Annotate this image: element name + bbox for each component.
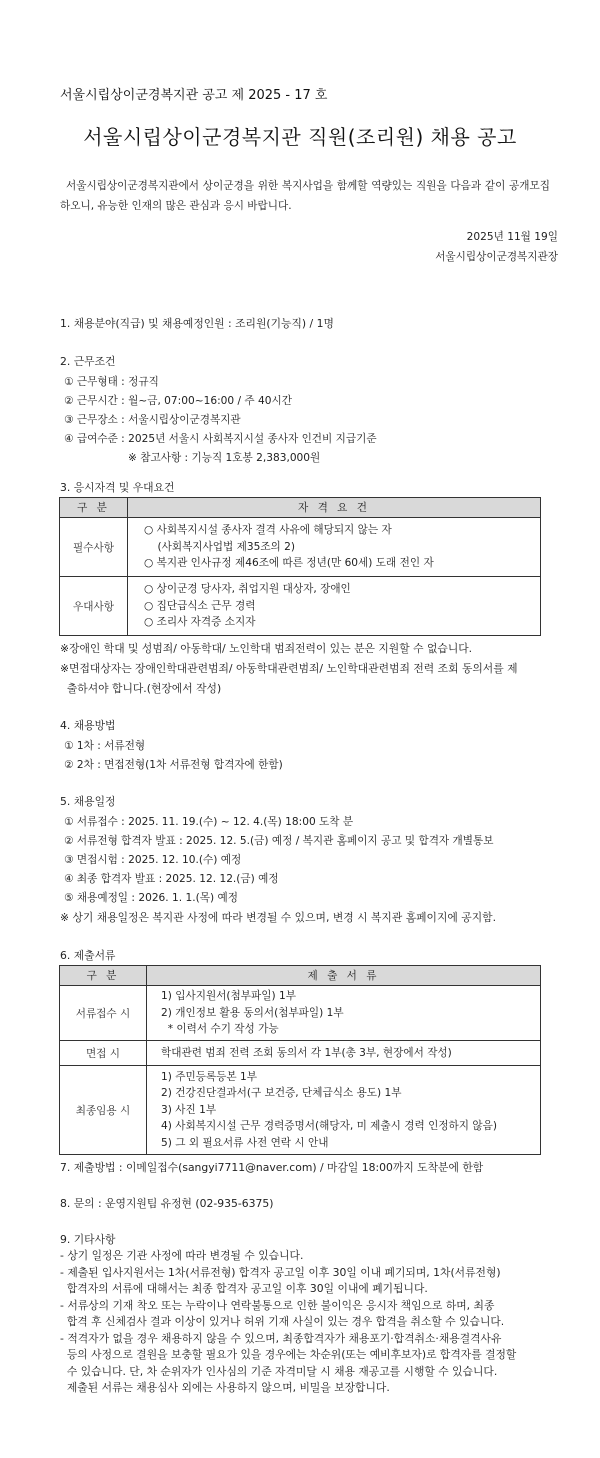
- other-note-line: - 상기 일정은 기관 사정에 따라 변경될 수 있습니다.: [60, 1249, 304, 1262]
- other-note-line: - 서류상의 기재 착오 또는 누락이나 연락불통으로 인한 불이익은 응시자 책임으로 하며, 최종: [60, 1298, 495, 1312]
- qualification-note: ※면접대상자는 장애인학대관련범죄/ 아동학대관련범죄/ 노인학대관련범죄 전력 조회 동의서를 제: [60, 662, 518, 675]
- section-9-heading: 9. 기타사항: [60, 1233, 116, 1246]
- table-row: [60, 1041, 541, 1066]
- schedule-item: ② 서류전형 합격자 발표 : 2025. 12. 5.(금) 예정 / 복지관 홈페이지 공고 및 합격자 개별통보: [64, 835, 494, 847]
- work-condition-item: ① 근무형태 : 정규직: [64, 376, 159, 388]
- other-note-line: 제출된 서류는 채용심사 외에는 사용하지 않으며, 비밀을 보장합니다.: [60, 1381, 390, 1394]
- row-content: [147, 1041, 541, 1066]
- other-note-line: 합격자의 서류에 대해서는 최종 합격자 공고일 이후 30일 이내에 폐기됩니다.: [60, 1282, 428, 1295]
- preference-line: ○ 상이군경 당사자, 취업지원 대상자, 장애인: [144, 583, 351, 596]
- organization-name: 서울시립상이군경복지관장: [435, 251, 558, 263]
- work-condition-item: ④ 급여수준 : 2025년 서울시 사회복지시설 종사자 인건비 지급기준: [64, 433, 377, 445]
- section-5-heading: 5. 채용일정: [60, 795, 116, 808]
- table-row: [60, 518, 541, 577]
- document-line: 1) 입사지원서(첨부파일) 1부: [161, 990, 296, 1003]
- row-content: [128, 577, 541, 636]
- table-header-category: 구 분: [60, 966, 147, 986]
- table-header-documents: 제 출 서 류: [147, 966, 541, 986]
- table-row: [60, 986, 541, 1041]
- requirement-line: ○ 복지관 인사규정 제46조에 따른 정년(만 60세) 도래 전인 자: [144, 557, 434, 570]
- qualification-table: [59, 497, 541, 636]
- section-1-heading: 1. 채용분야(직급) 및 채용예정인원 : 조리원(기능직) / 1명: [60, 317, 334, 330]
- schedule-item: ③ 면접시험 : 2025. 12. 10.(수) 예정: [64, 854, 242, 866]
- row-content: [128, 518, 541, 577]
- work-condition-item: ② 근무시간 : 월~금, 07:00~16:00 / 주 40시간: [64, 395, 292, 407]
- work-condition-item: ③ 근무장소 : 서울시립상이군경복지관: [64, 414, 241, 426]
- row-category: 서류접수 시: [60, 986, 147, 1041]
- document-line: 1) 주민등록등본 1부: [161, 1070, 257, 1083]
- other-note-line: - 적격자가 없을 경우 채용하지 않을 수 있으며, 최종합격자가 채용포기·합격취소·채용결격사유: [60, 1331, 502, 1345]
- other-note-line: - 제출된 입사지원서는 1차(서류전형) 합격자 공고일 이후 30일 이내 폐기되며, 1차(서류전형): [60, 1265, 501, 1279]
- preference-line: ○ 조리사 자격증 소지자: [144, 616, 256, 629]
- hiring-method-item: ① 1차 : 서류전형: [64, 740, 146, 752]
- table-header-requirements: 자 격 요 건: [128, 498, 541, 518]
- notice-date: 2025년 11월 19일: [466, 231, 558, 243]
- intro-paragraph: 서울시립상이군경복지관에서 상이군경을 위한 복지사업을 함께할 역량있는 직원을 다음과 같이 공개모집 하오니, 유능한 인재의 많은 관심과 응시 바랍니다.: [60, 180, 550, 212]
- hiring-method-item: ② 2차 : 면접전형(1차 서류전형 합격자에 한함): [64, 759, 283, 771]
- notice-number: 서울시립상이군경복지관 공고 제 2025 - 17 호: [60, 88, 328, 103]
- schedule-item: ④ 최종 합격자 발표 : 2025. 12. 12.(금) 예정: [64, 873, 279, 885]
- other-note-line: 수 있습니다. 단, 차 순위자가 인사심의 기준 자격미달 시 채용 재공고를 시행할 수 있습니다.: [60, 1364, 498, 1378]
- row-category: 면접 시: [60, 1041, 147, 1066]
- document-line: 2) 개인정보 활용 동의서(첨부파일) 1부: [161, 1006, 344, 1019]
- preference-line: ○ 집단급식소 근무 경력: [144, 599, 256, 612]
- document-line: 4) 사회복지시설 근무 경력증명서(해당자, 미 제출시 경력 인정하지 않음): [161, 1120, 497, 1133]
- row-category: 우대사항: [60, 577, 128, 636]
- document-line: 2) 건강진단결과서(구 보건증, 단체급식소 용도) 1부: [161, 1087, 402, 1100]
- requirement-line: ○ 사회복지시설 종사자 결격 사유에 해당되지 않는 자: [144, 524, 392, 537]
- schedule-item: ⑤ 채용예정일 : 2026. 1. 1.(목) 예정: [64, 892, 238, 904]
- schedule-note: ※ 상기 채용일정은 복지관 사정에 따라 변경될 수 있으며, 변경 시 복지관 홈페이지에 공지함.: [60, 911, 496, 924]
- other-note-line: 등의 사정으로 결원을 보충할 필요가 있을 경우에는 차순위(또는 예비후보자)로 합격자를 결정할: [60, 1348, 517, 1361]
- other-notes: [60, 1248, 516, 1397]
- document-line: 5) 그 외 필요서류 사전 연락 시 안내: [161, 1136, 329, 1149]
- table-header-category: 구 분: [60, 498, 128, 518]
- section-2-heading: 2. 근무조건: [60, 355, 116, 368]
- qualification-note: 출하셔야 합니다.(현장에서 작성): [60, 682, 222, 695]
- table-row: [60, 1066, 541, 1155]
- table-row: [60, 577, 541, 636]
- section-4-heading: 4. 채용방법: [60, 719, 116, 732]
- section-6-heading: 6. 제출서류: [60, 949, 116, 962]
- row-content: [147, 1066, 541, 1155]
- section-8-heading: 8. 문의 : 운영지원팀 유정현 (02-935-6375): [60, 1197, 274, 1210]
- row-category: 필수사항: [60, 518, 128, 577]
- section-7-heading: 7. 제출방법 : 이메일접수(sangyi7711@naver.com) / 마감일 18:00까지 도착분에 한함: [60, 1161, 484, 1174]
- qualification-note: ※장애인 학대 및 성범죄/ 아동학대/ 노인학대 범죄전력이 있는 분은 지원할 수 없습니다.: [60, 642, 473, 655]
- row-category: 최종임용 시: [60, 1066, 147, 1155]
- documents-table: [59, 965, 541, 1155]
- schedule-item: ① 서류접수 : 2025. 11. 19.(수) ~ 12. 4.(목) 18:00 도착 분: [64, 816, 354, 828]
- document-line: 3) 사진 1부: [161, 1103, 217, 1116]
- row-content: [147, 986, 541, 1041]
- other-note-line: 합격 후 신체검사 결과 이상이 있거나 허위 기재 사실이 있는 경우 합격을 취소할 수 있습니다.: [60, 1315, 505, 1328]
- document-line: 학대관련 범죄 전력 조회 동의서 각 1부(총 3부, 현장에서 작성): [161, 1046, 452, 1059]
- requirement-line: (사회복지사업법 제35조의 2): [144, 540, 296, 553]
- section-3-heading: 3. 응시자격 및 우대요건: [60, 481, 175, 494]
- page-title: 서울시립상이군경복지관 직원(조리원) 채용 공고: [83, 125, 517, 149]
- salary-note: ※ 참고사항 : 기능직 1호봉 2,383,000원: [128, 452, 321, 464]
- document-line: * 이력서 수기 작성 가능: [161, 1023, 279, 1036]
